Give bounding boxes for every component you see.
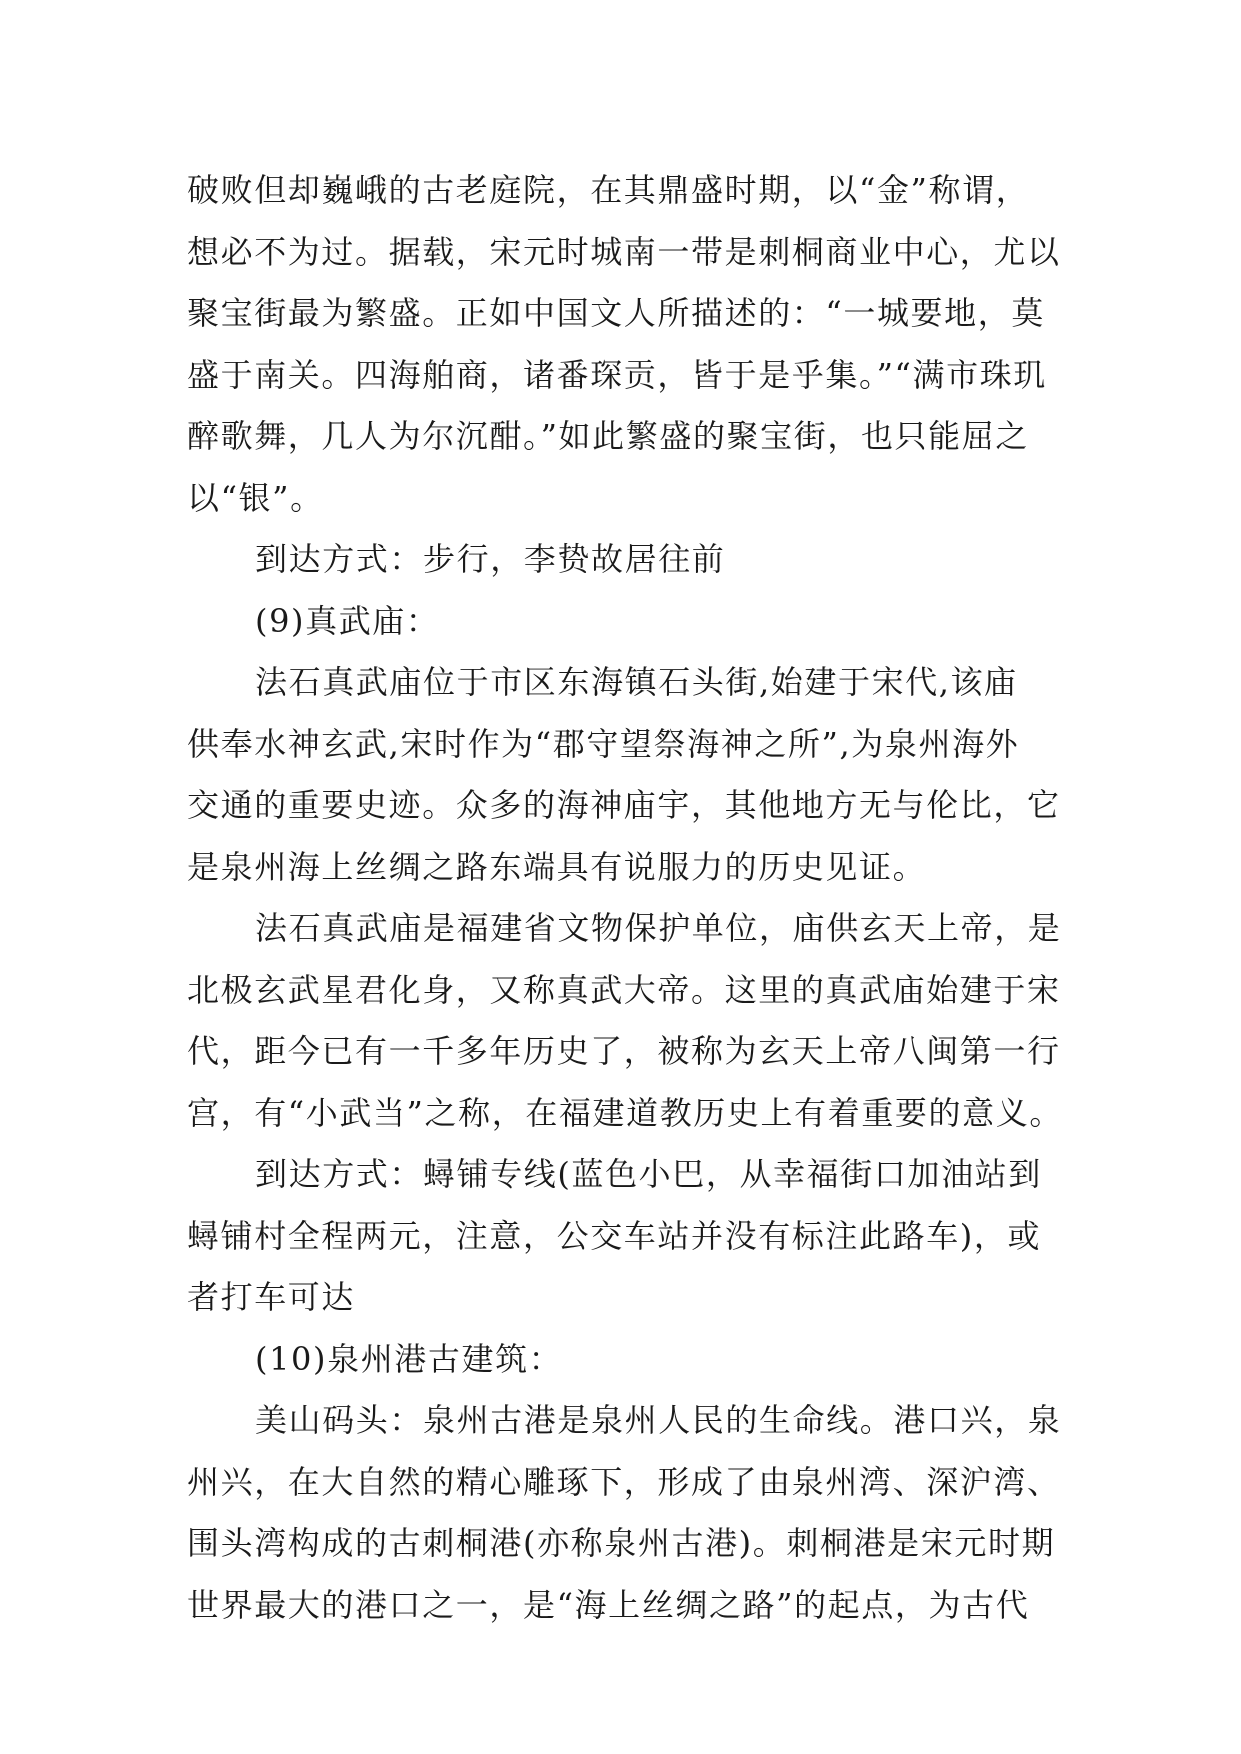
text-line: 破败但却巍峨的古老庭院，在其鼎盛时期，以“金”称谓， xyxy=(187,171,1030,209)
text-line: 蟳铺村全程两元，注意，公交车站并没有标注此路车)，或 xyxy=(187,1216,1042,1255)
text-line: 聚宝街最为繁盛。正如中国文人所描述的：“一城要地，莫 xyxy=(187,294,1045,332)
document-body xyxy=(187,160,1063,1636)
text-line: 醉歌舞，几人为尔沉酣。”如此繁盛的聚宝街，也只能屈之 xyxy=(187,417,1029,455)
section-heading: (9)真武庙： xyxy=(255,601,440,640)
text-line: 美山码头：泉州古港是泉州人民的生命线。港口兴，泉 xyxy=(255,1401,1062,1439)
text-line: 世界最大的港口之一，是“海上丝绸之路”的起点，为古代 xyxy=(187,1585,1030,1624)
text-line: 法石真武庙位于市区东海镇石头街,始建于宋代,该庙 xyxy=(255,663,1018,701)
text-line: 交通的重要史迹。众多的海神庙宇，其他地方无与伦比，它 xyxy=(187,786,1061,824)
text-line: 供奉水神玄武,宋时作为“郡守望祭海神之所”,为泉州海外 xyxy=(187,724,1020,763)
text-line: 者打车可达 xyxy=(187,1278,356,1316)
text-line: 以“银”。 xyxy=(187,478,324,517)
text-line: 北极玄武星君化身，又称真武大帝。这里的真武庙始建于宋 xyxy=(187,970,1061,1009)
directions-line: 到达方式：步行，李贽故居往前 xyxy=(255,540,726,578)
text-line: 盛于南关。四海舶商，诸番琛贡，皆于是乎集。”“满市珠玑 xyxy=(187,355,1047,394)
text-line: 宫，有“小武当”之称，在福建道教历史上有着重要的意义。 xyxy=(187,1093,1063,1132)
text-line: 围头湾构成的古刺桐港(亦称泉州古港)。刺桐港是宋元时期 xyxy=(187,1524,1056,1562)
text-line: 想必不为过。据载，宋元时城南一带是刺桐商业中心，尤以 xyxy=(187,232,1061,271)
text-line: 代，距今已有一千多年历史了，被称为玄天上帝八闽第一行 xyxy=(187,1032,1061,1070)
text-line: 是泉州海上丝绸之路东端具有说服力的历史见证。 xyxy=(187,847,927,886)
text-line: 州兴，在大自然的精心雕琢下，形成了由泉州湾、深沪湾、 xyxy=(187,1462,1061,1501)
directions-line: 到达方式：蟳铺专线(蓝色小巴，从幸福街口加油站到 xyxy=(255,1155,1042,1193)
section-heading: (10)泉州港古建筑： xyxy=(255,1339,563,1378)
text-line: 法石真武庙是福建省文物保护单位，庙供玄天上帝，是 xyxy=(255,909,1062,947)
